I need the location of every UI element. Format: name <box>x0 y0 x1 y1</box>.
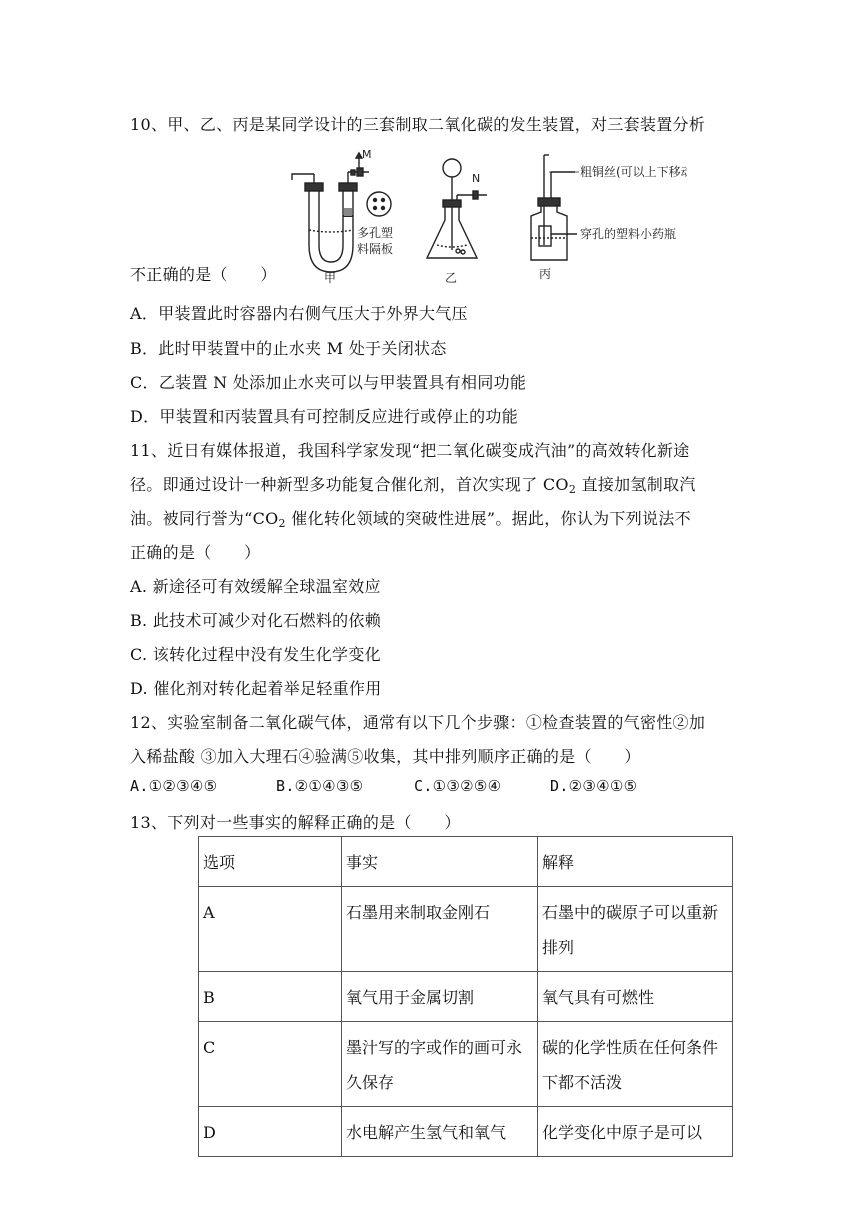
label-copper-wire: 粗铜丝(可以上下移动) <box>580 165 687 179</box>
q11-line2-sub: 2 <box>568 483 577 496</box>
apparatus-figure <box>287 150 687 286</box>
table-cell: 水电解产生氢气和氧气 <box>342 1107 538 1157</box>
table-cell: B <box>199 972 342 1022</box>
label-porous-plate-2: 料隔板 <box>357 242 394 256</box>
q11-line3-a: 油。被同行誉为“CO <box>130 509 279 528</box>
q12-options <box>130 777 637 795</box>
q10-stem-line2: 不正确的是（ ） <box>130 265 277 284</box>
q10-option-a: A．甲装置此时容器内右侧气压大于外界大气压 <box>130 304 468 323</box>
q10-option-d: D．甲装置和丙装置具有可控制反应进行或停止的功能 <box>130 407 519 426</box>
q11-option-d: D. 催化剂对转化起着举足轻重作用 <box>130 679 382 698</box>
table-cell: 氧气具有可燃性 <box>538 972 733 1022</box>
q12-line1: 12、实验室制备二氧化碳气体，通常有以下几个步骤：①检查装置的气密性②加 <box>130 713 706 732</box>
q13-stem: 13、下列对一些事实的解释正确的是（ ） <box>130 813 461 832</box>
table-row <box>199 972 733 1022</box>
facts-table <box>198 836 733 1157</box>
q11-line3-sub: 2 <box>278 517 286 530</box>
table-cell: D <box>199 1107 342 1157</box>
label-bottle: 穿孔的塑料小药瓶 <box>580 227 677 241</box>
q11-line4: 正确的是（ ） <box>130 543 261 562</box>
table-cell: 墨汁写的字或作的画可永久保存 <box>342 1022 538 1107</box>
table-header-row <box>199 837 733 887</box>
q11-line2-a: 径。即通过设计一种新型多功能复合催化剂，首次实现了 CO <box>130 475 569 494</box>
caption-jia: 甲 <box>324 271 337 285</box>
q11-line2 <box>130 472 696 496</box>
q12-option-b: B.②①④③⑤ <box>276 777 364 795</box>
table-cell: 化学变化中原子是可以 <box>538 1107 733 1157</box>
q11-line3-b: 催化转化领域的突破性进展”。据此，你认为下列说法不 <box>285 509 691 528</box>
q11-option-b: B. 此技术可减少对化石燃料的依赖 <box>130 611 382 630</box>
q12-option-c: C.①③②⑤④ <box>414 777 502 795</box>
label-M: M <box>362 150 372 161</box>
table-header-explanation: 解释 <box>538 837 733 887</box>
q11-option-a: A. 新途径可有效缓解全球温室效应 <box>130 577 381 596</box>
q11-option-c: C. 该转化过程中没有发生化学变化 <box>130 645 381 664</box>
table-cell: 石墨用来制取金刚石 <box>342 887 538 972</box>
q12-option-a: A.①②③④⑤ <box>130 777 218 795</box>
q11-line3 <box>130 506 691 530</box>
table-row <box>199 887 733 972</box>
label-N: N <box>472 172 481 185</box>
table-cell: 石墨中的碳原子可以重新排列 <box>538 887 733 972</box>
table-row <box>199 1022 733 1107</box>
q12-option-d: D.②③④①⑤ <box>550 777 638 795</box>
label-porous-plate-1: 多孔塑 <box>357 226 394 240</box>
apparatus-bing <box>531 155 579 260</box>
table-cell: C <box>199 1022 342 1107</box>
table-cell: 碳的化学性质在任何条件下都不活泼 <box>538 1022 733 1107</box>
table-row <box>199 1107 733 1157</box>
q10-stem-line1: 10、甲、乙、丙是某同学设计的三套制取二氧化碳的发生装置，对三套装置分析 <box>130 115 706 134</box>
table-cell: A <box>199 887 342 972</box>
q10-option-c: C．乙装置 N 处添加止水夹可以与甲装置具有相同功能 <box>130 373 527 392</box>
apparatus-svg <box>287 150 687 286</box>
q12-line2: 入稀盐酸 ③加入大理石④验满⑤收集，其中排列顺序正确的是（ ） <box>130 747 641 766</box>
q11-line1: 11、近日有媒体报道，我国科学家发现“把二氧化碳变成汽油”的高效转化新途 <box>130 441 690 460</box>
table-header-option: 选项 <box>199 837 342 887</box>
table-cell: 氧气用于金属切割 <box>342 972 538 1022</box>
caption-bing: 丙 <box>539 267 552 281</box>
q10-option-b: B．此时甲装置中的止水夹 M 处于关闭状态 <box>130 339 447 358</box>
caption-yi: 乙 <box>445 271 458 285</box>
q11-line2-b: 直接加氢制取汽 <box>576 475 696 494</box>
table-header-fact: 事实 <box>342 837 538 887</box>
